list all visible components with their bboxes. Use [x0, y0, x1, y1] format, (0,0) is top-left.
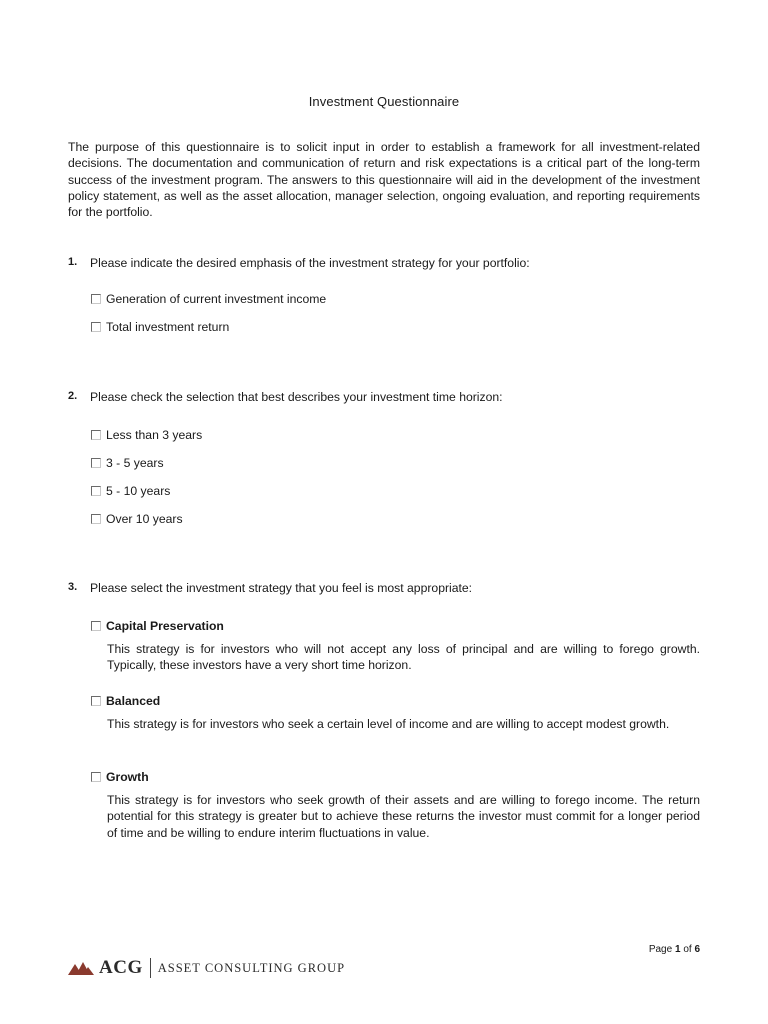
checkbox[interactable]	[91, 458, 101, 468]
checkbox[interactable]	[91, 514, 101, 524]
option-total-return[interactable]	[91, 320, 229, 334]
logo-short-name: ACG	[99, 957, 143, 978]
checkbox[interactable]	[91, 294, 101, 304]
checkbox[interactable]	[91, 696, 101, 706]
page-total: 6	[694, 944, 700, 955]
checkbox[interactable]	[91, 430, 101, 440]
option-label: Generation of current investment income	[106, 292, 327, 306]
option-label: Growth	[106, 770, 149, 784]
page-title: Investment Questionnaire	[308, 94, 460, 109]
question-number: 2.	[68, 390, 78, 402]
company-logo	[68, 957, 345, 979]
question-number: 3.	[68, 581, 78, 593]
strategy-description: This strategy is for investors who seek growth of their assets and are willing to forego income. The return potential for this strategy is greater but to achieve these returns the investor must commit for a longer period of time and be willing to endure interim fluctuations in value.	[107, 793, 700, 840]
option-3-5-years[interactable]	[91, 456, 164, 470]
checkbox[interactable]	[91, 772, 101, 782]
checkbox[interactable]	[91, 322, 101, 332]
option-capital-preservation[interactable]	[91, 619, 224, 633]
page-prefix: Page	[648, 944, 673, 955]
checkbox[interactable]	[91, 621, 101, 631]
option-label: 5 - 10 years	[106, 484, 171, 498]
option-balanced[interactable]	[91, 694, 160, 708]
logo-divider	[150, 958, 151, 978]
page-number	[649, 944, 700, 955]
question-text: Please check the selection that best describes your investment time horizon:	[90, 390, 503, 404]
strategy-description: This strategy is for investors who will not accept any loss of principal and are willing to forego growth. Typically, these investors have a very short time horizon.	[107, 642, 700, 673]
checkbox[interactable]	[91, 486, 101, 496]
option-label: Over 10 years	[106, 512, 183, 526]
option-label: 3 - 5 years	[106, 456, 164, 470]
option-less-than-3-years[interactable]	[91, 428, 202, 442]
page-current: 1	[674, 944, 681, 955]
option-label: Balanced	[106, 694, 161, 708]
logo-full-name: ASSET CONSULTING GROUP	[157, 960, 346, 975]
option-growth[interactable]	[91, 770, 149, 784]
intro-paragraph: The purpose of this questionnaire is to solicit input in order to establish a framework for all investment-related decisions. The documentation and communication of return and risk expectations is a critical part of the long-term success of the investment program. The answers to this questionnaire will aid in the development of the investment policy statement, as well as the asset allocation, manager selection, ongoing evaluation, and reporting requirements for the portfolio.	[68, 140, 700, 220]
option-label: Total investment return	[106, 320, 230, 334]
option-label: Capital Preservation	[106, 619, 224, 633]
question-text: Please select the investment strategy that you feel is most appropriate:	[90, 581, 473, 595]
mountain-peaks-icon	[68, 961, 94, 975]
page-of: of	[683, 944, 692, 955]
option-current-income[interactable]	[91, 292, 326, 306]
question-number: 1.	[68, 256, 78, 268]
option-label: Less than 3 years	[106, 428, 203, 442]
option-5-10-years[interactable]	[91, 484, 170, 498]
question-text: Please indicate the desired emphasis of the investment strategy for your portfolio:	[90, 256, 530, 270]
strategy-description: This strategy is for investors who seek a certain level of income and are willing to accept modest growth.	[107, 717, 670, 731]
option-over-10-years[interactable]	[91, 512, 183, 526]
